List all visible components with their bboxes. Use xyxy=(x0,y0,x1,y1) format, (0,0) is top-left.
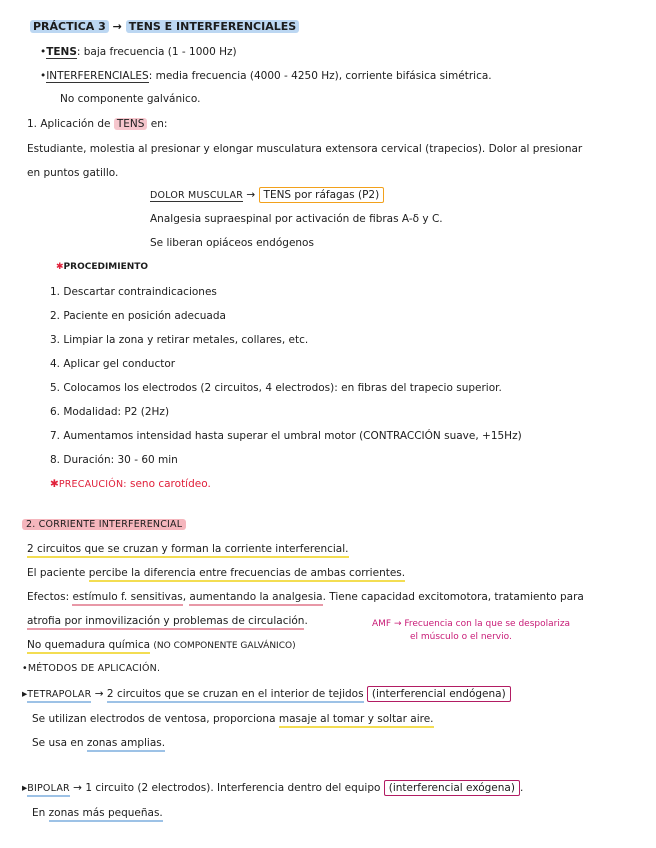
s2-line3-c: , xyxy=(182,591,187,603)
precaucion-label: PRECAUCIÓN: xyxy=(58,479,127,490)
tetra-arrow: → xyxy=(94,688,104,700)
dolor-row xyxy=(150,189,384,202)
tetra-line3 xyxy=(32,737,165,750)
s2-line3-a: Efectos: xyxy=(27,591,70,603)
procedimiento-title: ✱PROCEDIMIENTO xyxy=(56,262,149,272)
s2-line3-d: aumentando la analgesia xyxy=(189,591,322,606)
def-tens-rest: : baja frecuencia (1 - 1000 Hz) xyxy=(76,46,237,58)
section1-heading-tens: TENS xyxy=(114,118,148,130)
bi-text: 1 circuito (2 electrodos). Interferencia dentro del equipo xyxy=(85,782,381,794)
s2-line1 xyxy=(27,543,349,556)
bi-box: (interferencial exógena) xyxy=(384,780,520,796)
page-title xyxy=(30,20,299,34)
precaucion-text: seno carotídeo. xyxy=(130,478,211,490)
s2-line3 xyxy=(27,591,584,604)
case-line1: Estudiante, molestia al presionar y elongar musculatura extensora cervical (trapecios). Dolor al presionar xyxy=(27,143,583,155)
s2-line5-b: (NO COMPONENTE GALVÁNICO) xyxy=(153,641,296,651)
tetra-text: 2 circuitos que se cruzan en el interior de tejidos xyxy=(107,688,364,703)
case-line2: en puntos gatillo. xyxy=(27,167,119,179)
def-interf-rest: : media frecuencia (4000 - 4250 Hz), corriente bifásica simétrica. xyxy=(148,70,492,82)
bi-line1: ▸BIPOLAR → 1 circuito (2 electrodos). Interferencia dentro del equipo (interferencial exógena) . xyxy=(22,782,523,795)
tetra-line3-b: zonas amplias. xyxy=(87,737,165,752)
tetra-label: TETRAPOLAR xyxy=(27,689,91,703)
amf-note-line2: el músculo o el nervio. xyxy=(410,632,512,642)
dolor-label: DOLOR MUSCULAR xyxy=(150,190,244,201)
s2-line2-a: El paciente xyxy=(27,567,86,579)
bi-line2-b: zonas más pequeñas. xyxy=(49,807,163,822)
bi-arrow: → xyxy=(73,782,82,794)
s2-line5 xyxy=(27,639,296,652)
bi-end: . xyxy=(519,782,524,794)
s2-line2 xyxy=(27,567,405,580)
tetra-line2-a: Se utilizan electrodos de ventosa, proporciona xyxy=(32,713,276,725)
opiaceos-line: Se liberan opiáceos endógenos xyxy=(150,237,314,249)
step-3: 3. Limpiar la zona y retirar metales, collares, etc. xyxy=(50,334,309,346)
s2-line1-text: 2 circuitos que se cruzan y forman la corriente interferencial. xyxy=(27,543,349,558)
def-tens-term: TENS xyxy=(46,46,77,58)
title-part1: PRÁCTICA 3 xyxy=(30,20,109,33)
s2-line3-e: . Tiene capacidad excitomotora, tratamiento para xyxy=(322,591,584,603)
step-5: 5. Colocamos los electrodos (2 circuitos, 4 electrodos): en fibras del trapecio superior. xyxy=(50,382,502,394)
step-7: 7. Aumentamos intensidad hasta superar el umbral motor (CONTRACCIÓN suave, +15Hz) xyxy=(50,430,522,442)
tetra-box: (interferencial endógena) xyxy=(367,686,511,702)
tetra-line3-a: Se usa en xyxy=(32,737,84,749)
tetra-line2 xyxy=(32,713,434,726)
title-arrow: → xyxy=(112,20,122,33)
step-8: 8. Duración: 30 - 60 min xyxy=(50,454,178,466)
s2-line3-b: estímulo f. sensitivas xyxy=(72,591,182,606)
step-2: 2. Paciente en posición adecuada xyxy=(50,310,226,322)
def-interf: •INTERFERENCIALES: media frecuencia (4000 - 4250 Hz), corriente bifásica simétrica. xyxy=(40,70,492,82)
def-tens: •TENS: baja frecuencia (1 - 1000 Hz) xyxy=(40,46,237,58)
methods-label: MÉTODOS DE APLICACIÓN. xyxy=(27,663,161,674)
bi-line2-a: En xyxy=(32,807,46,819)
s2-line2-b: percibe la diferencia entre frecuencias de ambas corrientes. xyxy=(89,567,405,582)
s2-line4-b: . xyxy=(304,615,308,627)
def-interf-term: INTERFERENCIALES xyxy=(46,70,149,82)
section2-heading-label: 2. CORRIENTE INTERFERENCIAL xyxy=(22,519,186,530)
amf-note-line1: AMF → Frecuencia con la que se despolariza xyxy=(372,619,571,629)
s2-line4 xyxy=(27,615,308,628)
section2-heading xyxy=(22,519,186,531)
bi-line2 xyxy=(32,807,163,820)
section1-heading-suffix: en: xyxy=(150,118,168,130)
section1-heading xyxy=(27,118,167,131)
dolor-arrow: → xyxy=(246,189,256,201)
analgesia-line: Analgesia supraespinal por activación de fibras A-δ y C. xyxy=(150,213,443,225)
methods-title: •MÉTODOS DE APLICACIÓN. xyxy=(22,663,161,674)
def-no-galv: No componente galvánico. xyxy=(60,93,201,105)
section1-heading-prefix: 1. Aplicación de xyxy=(27,118,111,130)
precaucion-line: ✱PRECAUCIÓN: seno carotídeo. xyxy=(50,478,211,490)
procedimiento-label: PROCEDIMIENTO xyxy=(63,262,149,272)
title-part2: TENS E INTERFERENCIALES xyxy=(126,20,299,33)
tetra-line1: ▸TETRAPOLAR → 2 circuitos que se cruzan en el interior de tejidos (interferencial endógena) xyxy=(22,688,511,701)
s2-line5-a: No quemadura química xyxy=(27,639,150,654)
tetra-line2-b: masaje al tomar y soltar aire. xyxy=(279,713,434,728)
tens-box: TENS por ráfagas (P2) xyxy=(259,187,385,203)
step-4: 4. Aplicar gel conductor xyxy=(50,358,176,370)
step-6: 6. Modalidad: P2 (2Hz) xyxy=(50,406,170,418)
s2-line4-a: atrofia por inmovilización y problemas de circulación xyxy=(27,615,304,630)
step-1: 1. Descartar contraindicaciones xyxy=(50,286,217,298)
bi-label: BIPOLAR xyxy=(27,783,70,797)
